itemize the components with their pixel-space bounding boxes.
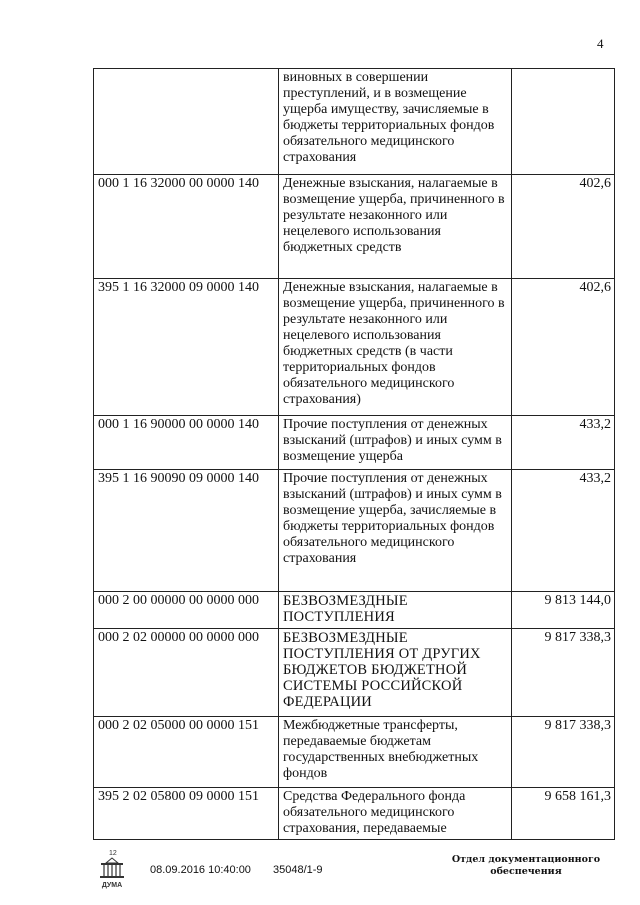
- footer: [0, 840, 640, 900]
- table-row: [94, 592, 615, 629]
- row-name: Средства Федерального фонда обязательного медицинского страхования, передаваемые: [279, 788, 512, 840]
- table-row: [94, 717, 615, 788]
- row-amount: 433,2: [512, 416, 615, 470]
- row-amount: 9 817 338,3: [512, 717, 615, 788]
- row-code: 395 1 16 32000 09 0000 140: [94, 279, 279, 416]
- row-name: Денежные взыскания, налагаемые в возмещение ущерба, причиненного в результате незаконного или нецелевого использования бюджетных средств: [279, 175, 512, 279]
- row-amount: 9 813 144,0: [512, 592, 615, 629]
- row-code: [94, 69, 279, 175]
- logo-mark: 12: [109, 850, 117, 857]
- duma-building-icon: [97, 846, 127, 890]
- table-row: [94, 175, 615, 279]
- row-name: Межбюджетные трансферты, передаваемые бюджетам государственных внебюджетных фондов: [279, 717, 512, 788]
- stamp-number: 35048/1-9: [273, 864, 323, 876]
- table-row: [94, 279, 615, 416]
- row-code: 000 2 02 05000 00 0000 151: [94, 717, 279, 788]
- row-code: 000 1 16 32000 00 0000 140: [94, 175, 279, 279]
- table-row: [94, 788, 615, 840]
- row-name: Прочие поступления от денежных взысканий (штрафов) и иных сумм в возмещение ущерба, зачисляемые в бюджеты территориальных фондов обязательного медицинского страхования: [279, 470, 512, 592]
- row-name: БЕЗВОЗМЕЗДНЫЕ ПОСТУПЛЕНИЯ: [279, 592, 512, 629]
- row-amount: [512, 69, 615, 175]
- row-amount: 402,6: [512, 279, 615, 416]
- row-name: БЕЗВОЗМЕЗДНЫЕ ПОСТУПЛЕНИЯ ОТ ДРУГИХ БЮДЖЕТОВ БЮДЖЕТНОЙ СИСТЕМЫ РОССИЙСКОЙ ФЕДЕРАЦИИ: [279, 629, 512, 717]
- row-amount: 9 817 338,3: [512, 629, 615, 717]
- stamp-date: 08.09.2016 10:40:00: [150, 864, 251, 876]
- table-row: [94, 416, 615, 470]
- table-row: [94, 69, 615, 175]
- budget-table: [93, 68, 615, 840]
- row-code: 000 2 00 00000 00 0000 000: [94, 592, 279, 629]
- row-amount: 433,2: [512, 470, 615, 592]
- row-name: Прочие поступления от денежных взысканий (штрафов) и иных сумм в возмещение ущерба: [279, 416, 512, 470]
- logo-text: ДУМА: [101, 882, 123, 889]
- department-stamp: [446, 854, 606, 878]
- row-amount: 402,6: [512, 175, 615, 279]
- row-code: 395 1 16 90090 09 0000 140: [94, 470, 279, 592]
- page-number: 4: [597, 36, 604, 51]
- department-line-2: обеспечения: [490, 866, 562, 877]
- department-line-1: Отдел документационного: [451, 854, 601, 865]
- row-code: 395 2 02 05800 09 0000 151: [94, 788, 279, 840]
- table-row: [94, 470, 615, 592]
- row-amount: 9 658 161,3: [512, 788, 615, 840]
- row-name: Денежные взыскания, налагаемые в возмещение ущерба, причиненного в результате незаконного или нецелевого использования бюджетных средств (в части территориальных фондов обязательного медицинского страхования): [279, 279, 512, 416]
- row-code: 000 1 16 90000 00 0000 140: [94, 416, 279, 470]
- row-code: 000 2 02 00000 00 0000 000: [94, 629, 279, 717]
- table-row: [94, 629, 615, 717]
- row-name: виновных в совершении преступлений, и в возмещение ущерба имуществу, зачисляемые в бюджеты территориальных фондов обязательного медицинского страхования: [279, 69, 512, 175]
